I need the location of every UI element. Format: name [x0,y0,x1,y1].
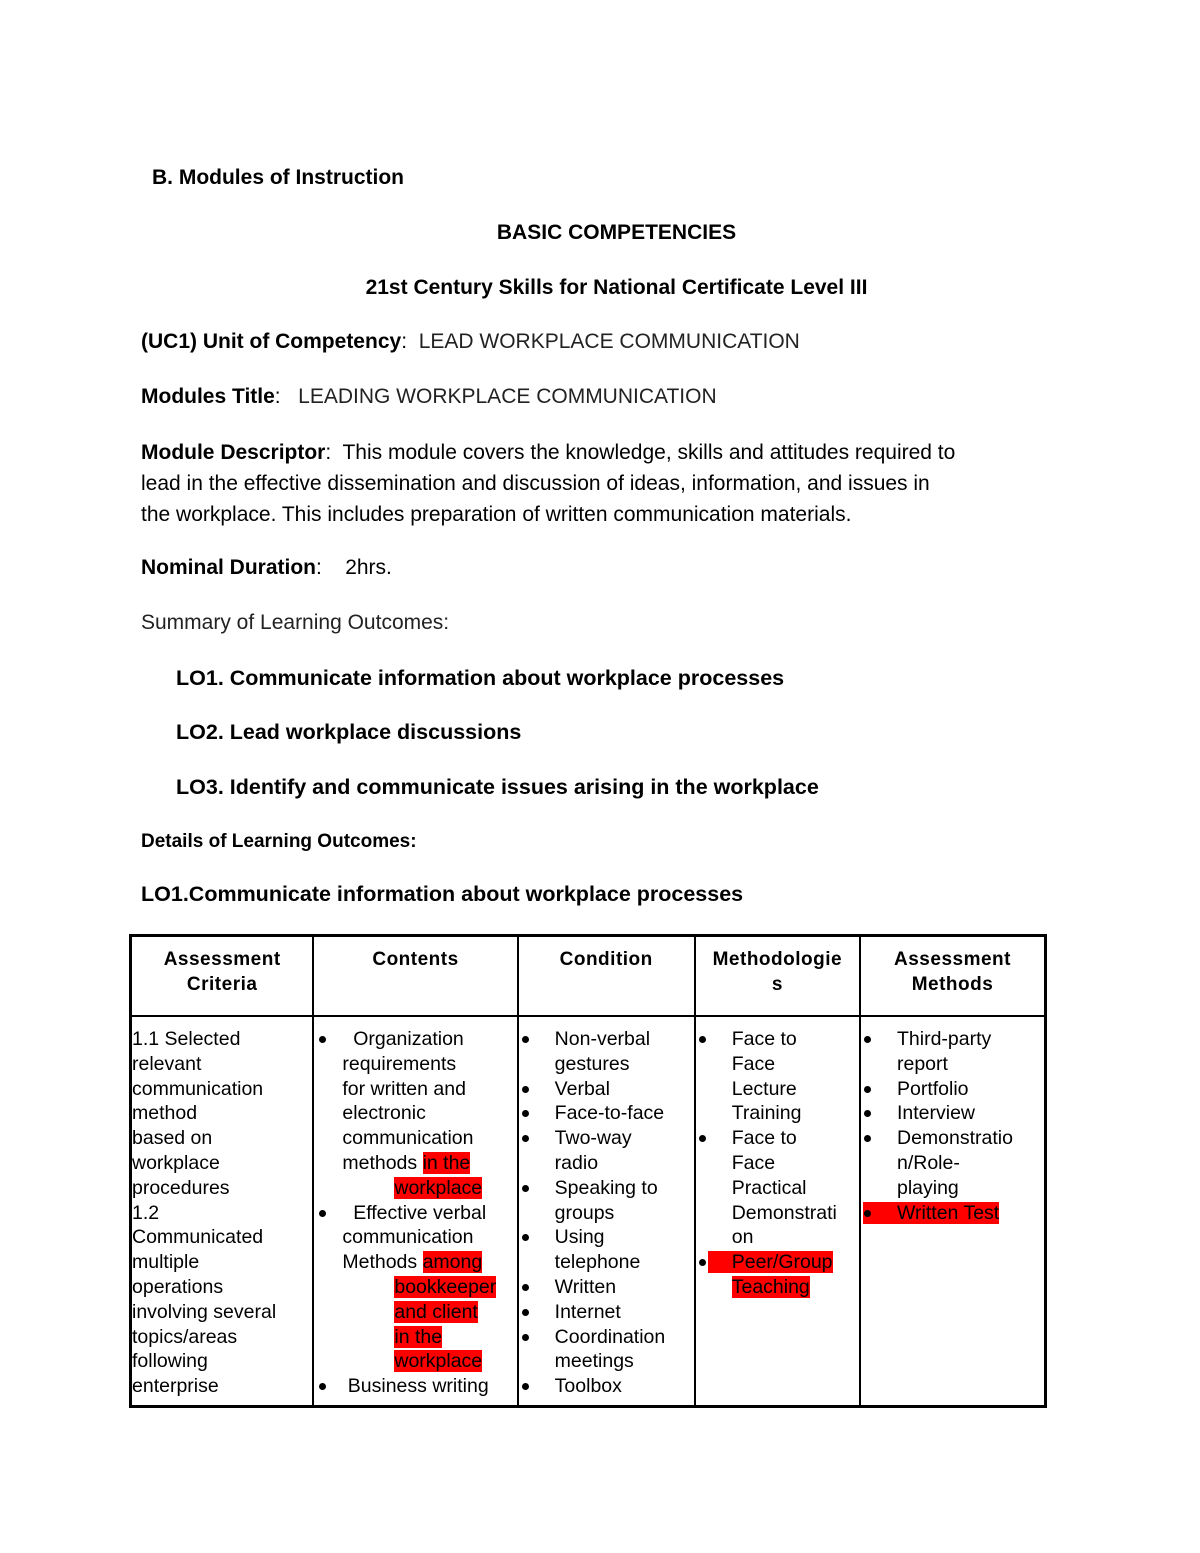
unit-label: (UC1) Unit of Competency [141,330,402,353]
descriptor-line-3: the workplace. This includes preparation of written communication materials. [141,503,852,526]
header-contents: Contents [313,936,517,1017]
cell-assessment-methods [860,1016,1046,1406]
learning-outcome-table [129,934,1047,1408]
lo1-heading: LO1.Communicate information about workplace processes [141,882,744,906]
cell-condition [518,1016,695,1406]
bullet-icon [699,1135,706,1142]
bullet-icon [699,1259,706,1266]
highlight: workplace [394,1176,483,1199]
unit-of-competency: (UC1) Unit of Competency: LEAD WORKPLACE COMMUNICATION [141,330,800,353]
outcome-lo2: LO2. Lead workplace discussions [176,720,522,744]
summary-label: Summary of Learning Outcomes: [141,611,450,634]
list-item: Toolbox [519,1374,694,1399]
highlight: workplace [394,1350,483,1373]
table-row [131,1016,1046,1406]
highlight: Teaching [731,1275,810,1298]
bullet-icon [864,1036,871,1043]
table-header-row [131,936,1046,1017]
list-item: Demonstratio n/Role- playing [861,1126,1044,1200]
list-item: Written [519,1275,694,1300]
cell-methodologies [695,1016,860,1406]
list-item [696,1250,859,1300]
highlight: in the [394,1325,443,1348]
details-label: Details of Learning Outcomes: [141,831,417,852]
cell-contents [313,1016,517,1406]
heading-basic-competencies: BASIC COMPETENCIES [496,221,737,244]
list-item: Coordination meetings [519,1325,694,1375]
list-item: Non-verbal gestures [519,1027,694,1077]
section-title: B. Modules of Instruction [152,166,404,189]
highlight: in the [422,1151,471,1174]
list-item: Face to Face Practical Demonstrati on [696,1126,859,1250]
bullet-icon [522,1135,529,1142]
bullet-icon [522,1309,529,1316]
list-item: Speaking to groups [519,1176,694,1226]
bullet-icon [522,1110,529,1117]
duration-value: 2hrs. [345,556,392,579]
highlight: bookkeeper [394,1275,497,1298]
list-item: Third-party report [861,1027,1044,1077]
list-item: Portfolio [861,1077,1044,1102]
descriptor-line-1: This module covers the knowledge, skills and attitudes required to [342,441,956,464]
bullet-icon [319,1210,326,1217]
bullet-icon [319,1036,326,1043]
descriptor-label: Module Descriptor [141,441,326,464]
highlight: and client [394,1300,478,1323]
outcome-lo1: LO1. Communicate information about workplace processes [176,666,785,690]
bullet-icon [522,1284,529,1291]
highlight: Peer/Group [708,1251,833,1273]
highlight: Written Test [863,1202,999,1224]
module-descriptor: Module Descriptor: This module covers the knowledge, skills and attitudes required to lead in the effective dissemination and discussion of ideas, information, and issues in the workplace. This includes preparation of written communication materials. [141,441,956,526]
header-assessment-methods: Assessment Methods [860,936,1046,1017]
descriptor-line-2: lead in the effective dissemination and discussion of ideas, information, and issues in [141,472,930,495]
list-item: Business writing [316,1374,516,1399]
bullet-icon [864,1210,871,1217]
highlight: among [422,1251,483,1274]
bullet-icon [522,1334,529,1341]
module-title: Modules Title: LEADING WORKPLACE COMMUNICATION [141,385,717,408]
bullet-icon [319,1383,326,1390]
cell-assessment-criteria: 1.1 Selected relevant communication method based on workplace procedures 1.2 Communicated multiple operations involving several topics/areas following enterprise [131,1016,314,1406]
bullet-icon [864,1110,871,1117]
unit-value: LEAD WORKPLACE COMMUNICATION [418,330,800,353]
bullet-icon [522,1036,529,1043]
list-item: Interview [861,1101,1044,1126]
list-item [861,1201,1044,1226]
bullet-icon [522,1185,529,1192]
bullet-icon [864,1086,871,1093]
header-condition: Condition [518,936,695,1017]
bullet-icon [522,1383,529,1390]
list-item: Verbal [519,1077,694,1102]
module-title-value: LEADING WORKPLACE COMMUNICATION [298,385,717,408]
list-item: Face-to-face [519,1101,694,1126]
bullet-icon [699,1036,706,1043]
header-assessment-criteria: Assessment Criteria [131,936,314,1017]
bullet-icon [864,1135,871,1142]
list-item: Effective verbal communication Methods among bookkeeper and client in the workplace [316,1201,516,1375]
header-methodologies: Methodologie s [695,936,860,1017]
list-item: Two-way radio [519,1126,694,1176]
list-item: Using telephone [519,1225,694,1275]
list-item: Internet [519,1300,694,1325]
bullet-icon [522,1234,529,1241]
nominal-duration: Nominal Duration: 2hrs. [141,556,392,579]
heading-skills: 21st Century Skills for National Certificate Level III [365,276,868,299]
list-item: Organization requirements for written and electronic communication methods in the workplace [316,1027,516,1201]
bullet-icon [522,1086,529,1093]
module-title-label: Modules Title [141,385,275,408]
list-item: Face to Face Lecture Training [696,1027,859,1126]
outcome-lo3: LO3. Identify and communicate issues arising in the workplace [176,775,819,799]
duration-label: Nominal Duration [141,556,317,579]
